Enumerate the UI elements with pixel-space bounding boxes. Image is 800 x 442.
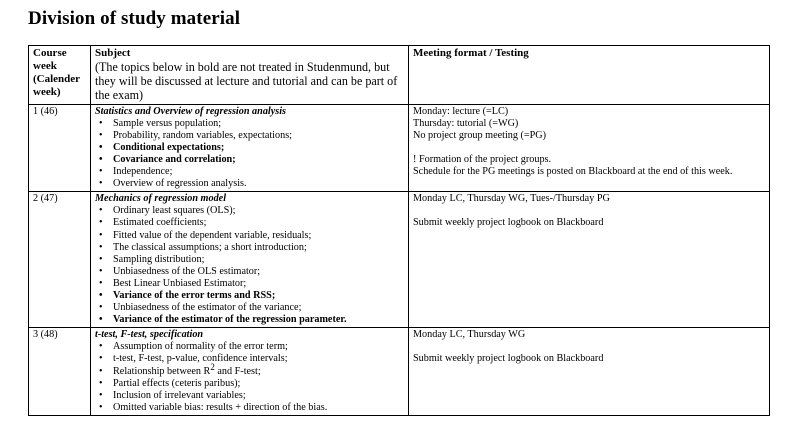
superscript: 2 xyxy=(210,361,215,372)
topic-text: Covariance and correlation; xyxy=(113,153,236,165)
section-title: Mechanics of regression model xyxy=(95,193,227,205)
meeting-cell xyxy=(409,104,770,192)
subject-cell xyxy=(91,192,409,328)
topic-text: Variance of the error terms and RSS; xyxy=(113,290,276,302)
topic-item xyxy=(95,142,405,154)
meeting-line xyxy=(413,142,766,154)
topic-item xyxy=(95,390,405,402)
week-cell: 2 (47) xyxy=(29,192,91,328)
week-cell: 3 (48) xyxy=(29,328,91,416)
topic-item xyxy=(95,254,405,266)
topic-item xyxy=(95,361,405,378)
topic-text: Inclusion of irrelevant variables; xyxy=(113,389,246,401)
topic-text: Unbiasedness of the estimator of the variance; xyxy=(113,302,302,314)
header-subject xyxy=(91,46,409,105)
topic-item xyxy=(95,402,405,414)
topic-item xyxy=(95,290,405,302)
meeting-line: Thursday: tutorial (=WG) xyxy=(413,117,519,129)
topic-text: Overview of regression analysis. xyxy=(113,178,247,190)
topic-text: Unbiasedness of the OLS estimator; xyxy=(113,265,261,277)
topic-item xyxy=(95,302,405,314)
section-title: Statistics and Overview of regression analysis xyxy=(95,105,287,117)
topic-item xyxy=(95,314,405,326)
topic-text: Estimated coefficients; xyxy=(113,217,207,229)
subject-cell xyxy=(91,328,409,416)
topic-item xyxy=(95,353,405,365)
topic-item xyxy=(95,118,405,130)
meeting-cell xyxy=(409,328,770,416)
page-title: Division of study material xyxy=(28,8,241,29)
section-title: t-test, F-test, specification xyxy=(95,329,204,341)
meeting-line xyxy=(413,205,766,217)
topic-item xyxy=(95,217,405,229)
topic-text: The classical assumptions; a short introduction; xyxy=(113,241,307,253)
table-header-row xyxy=(29,46,770,105)
topic-text: Sampling distribution; xyxy=(113,253,205,265)
topic-text: Conditional expectations; xyxy=(113,141,225,153)
topic-item xyxy=(95,378,405,390)
topic-text: Independence; xyxy=(113,166,173,178)
topic-text: Partial effects (ceteris paribus); xyxy=(113,377,241,389)
header-subject-note: (The topics below in bold are not treated in Studenmund, but they will be discussed at lecture and tutorial and can be part of the exam) xyxy=(95,60,398,103)
topic-list xyxy=(95,205,405,326)
topic-text: Sample versus population; xyxy=(113,117,222,129)
topic-item xyxy=(95,341,405,353)
meeting-cell xyxy=(409,192,770,328)
topic-item xyxy=(95,166,405,178)
topic-list xyxy=(95,341,405,414)
topic-text: Ordinary least squares (OLS); xyxy=(113,205,236,217)
topic-text: Assumption of normality of the error term; xyxy=(113,341,288,353)
header-week: Course week (Calender week) xyxy=(29,46,91,105)
topic-text: t-test, F-test, p-value, confidence intervals; xyxy=(113,353,288,365)
meeting-line: Monday LC, Thursday WG, Tues-/Thursday PG xyxy=(413,193,610,205)
week-cell: 1 (46) xyxy=(29,104,91,192)
meeting-line: Submit weekly project logbook on Blackboard xyxy=(413,353,604,365)
topic-text: Omitted variable bias: results + direction of the bias. xyxy=(113,401,328,413)
topic-item xyxy=(95,154,405,166)
topic-text: Fitted value of the dependent variable, residuals; xyxy=(113,229,312,241)
table-row xyxy=(29,104,770,192)
study-schedule-table xyxy=(28,45,770,416)
topic-item xyxy=(95,266,405,278)
topic-item xyxy=(95,278,405,290)
meeting-line: Schedule for the PG meetings is posted on Blackboard at the end of this week. xyxy=(413,166,733,178)
header-subject-title: Subject xyxy=(95,47,131,59)
meeting-line: ! Formation of the project groups. xyxy=(413,153,552,165)
topic-text-after: and F-test; xyxy=(214,365,261,377)
header-meeting: Meeting format / Testing xyxy=(409,46,770,105)
topic-item xyxy=(95,130,405,142)
topic-item xyxy=(95,242,405,254)
meeting-line: No project group meeting (=PG) xyxy=(413,129,547,141)
topic-item xyxy=(95,230,405,242)
topic-text: Best Linear Unbiased Estimator; xyxy=(113,277,247,289)
topic-item xyxy=(95,205,405,217)
table-row xyxy=(29,192,770,328)
meeting-line: Monday: lecture (=LC) xyxy=(413,105,509,117)
topic-item xyxy=(95,178,405,190)
table-row xyxy=(29,328,770,416)
topic-list xyxy=(95,118,405,191)
topic-text: Relationship between R xyxy=(113,365,211,377)
topic-text: Variance of the estimator of the regression parameter. xyxy=(113,314,347,326)
subject-cell xyxy=(91,104,409,192)
topic-text: Probability, random variables, expectations; xyxy=(113,129,292,141)
meeting-line: Monday LC, Thursday WG xyxy=(413,329,526,341)
meeting-line: Submit weekly project logbook on Blackboard xyxy=(413,217,604,229)
meeting-line xyxy=(413,341,766,353)
table-body xyxy=(29,104,770,415)
